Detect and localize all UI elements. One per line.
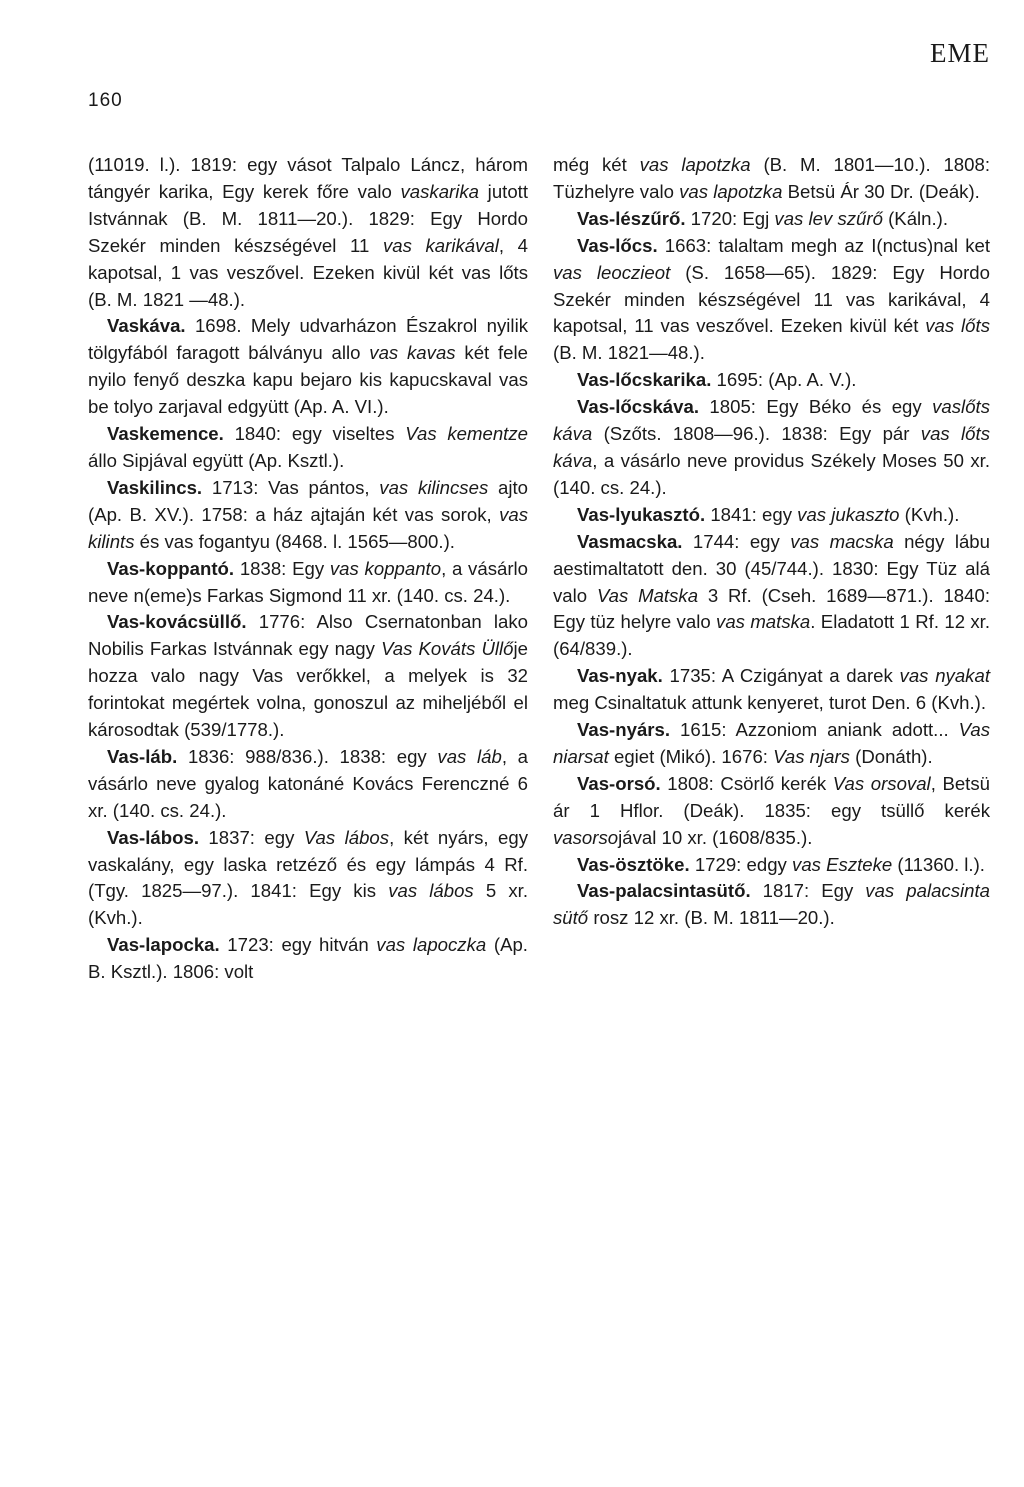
entry-citation-italic: Vas kementze [405,423,528,445]
entry-headword: Vas-koppantó. [107,557,235,579]
entry-text: 1805: Egy Béko és egy [699,396,933,418]
running-head: EME [930,38,990,68]
entry-citation-italic: Vas niarsat [553,719,990,767]
entry-citation-italic: vas karikával [382,234,499,256]
left-column [88,152,528,986]
entry-citation-italic: vas láb [437,745,502,767]
entry-text: . Eladatott 1 Rf. 12 xr. (64/839.). [553,611,991,660]
entry-headword: Vas-lőcs. [577,234,658,256]
entry-text: állo Sipjával együtt (Ap. Ksztl.). [88,449,345,471]
entry-text: 1720: Egj [685,207,775,229]
entry-headword: Vas-lyukasztó. [577,503,706,525]
right-column [553,152,990,932]
entry-text: ajto (Ap. B. XV.). 1758: a ház ajtaján két vas sorok, [88,476,528,525]
entry-text: egiet (Mikó). 1676: [608,745,774,767]
dictionary-entry [553,152,990,206]
entry-text: 1663: talaltam megh az I(nctus)nal ket [657,234,990,256]
page-number: 160 [88,90,123,111]
dictionary-entry [88,932,528,986]
entry-text: 1615: Azzoniom aniank adott... [670,719,959,741]
entry-text: , Betsü ár 1 Hflor. (Deák). 1835: egy tsüllő kerék [553,772,990,821]
dictionary-entry [553,394,990,502]
entry-text: 1723: egy hitván [219,934,377,956]
entry-headword: Vas-láb. [107,745,178,767]
entry-headword: Vaskilincs. [107,476,203,498]
entry-text: Betsü Ár 30 Dr. (Deák). [782,180,980,202]
dictionary-entry [88,421,528,475]
entry-text: 1817: Egy [750,880,866,902]
entry-citation-italic: vas Esztekе [792,853,893,875]
entry-citation-italic: vas lev szűrő [774,207,883,229]
entry-text: (Kvh.). [899,503,960,525]
entry-text: (B. M. 1801—10.). 1808: Tüzhelyre valo [553,154,990,202]
entry-text: négy lábu aestimaltatott den. 30 (45/744.). 1830: Egy Tüz alá valo [553,530,990,606]
entry-text: 1744: egy [682,530,791,552]
dictionary-entry [88,313,528,421]
entry-headword: Vas-orsó. [577,772,661,794]
entry-headword: Vaskemence. [107,423,224,445]
dictionary-entry [88,152,528,313]
entry-citation-italic: vaslőts káva [553,396,990,445]
entry-citation-italic: Vas njars [773,745,850,767]
dictionary-entry [88,556,528,610]
dictionary-entry [88,475,528,556]
entry-citation-italic: vas lábos [388,880,474,902]
entry-citation-italic: Vas lábos [303,826,390,848]
entry-text: jutott Istvánnak (B. M. 1811—20.). 1829: Egy Hordo Szekér minden készségével 11 [88,180,528,256]
dictionary-entry [553,233,990,368]
entry-headword: Vas-lészűrő. [577,207,686,229]
entry-text: (Donáth). [849,745,933,767]
entry-citation-italic: Vas orsoval [832,772,931,794]
dictionary-entry [88,609,528,744]
entry-text: és vas fogantyu (8468. l. 1565—800.). [134,530,455,552]
entry-text: (11360. l.). [892,853,985,875]
entry-text: 1729: edgy [689,853,793,875]
entry-text: meg Csinaltatuk attunk kenyeret, turot Den. 6 (Kvh.). [553,692,987,714]
entry-citation-italic: vas lapotzka [679,180,783,202]
dictionary-entry [553,771,990,852]
entry-text: 1808: Csörlő kerék [660,772,833,794]
entry-citation-italic: vas jukaszto [797,503,900,525]
entry-text: 1695: (Ap. A. V.). [711,369,857,391]
entry-text: , 4 kapotsal, 1 vas veszővel. Ezeken kivül két vas lőts (B. M. 1821 —48.). [88,234,528,310]
entry-citation-italic: Vas Matska [596,584,699,606]
entry-citation-italic: vas koppanto [329,557,442,579]
dictionary-entry [553,206,990,233]
entry-text: (S. 1658—65). 1829: Egy Hordo Szekér minden készségével 11 vas karikával, 4 kapotsal, 11 vas veszővel. Ezeken kivül két [553,261,990,337]
entry-citation-italic: vas macska [790,530,894,552]
entry-headword: Vas-kovácsüllő. [107,611,247,633]
dictionary-entry [553,717,990,771]
entry-citation-italic: vas lapoczka [376,934,487,956]
dictionary-entry [553,878,990,932]
entry-headword: Vas-ösztöke. [577,853,690,875]
entry-text: , a vásárlo neve gyalog katonáné Kovács Ferenczné 6 xr. (140. cs. 24.). [88,745,528,821]
entry-text: je hozza valo nagy Vas verőkkel, a melyek is 32 forintokat megértek volna, gonoszul az miheljéből el károsodtak (539/1778.). [88,638,528,741]
dictionary-entry [553,663,990,717]
entry-text: 3 Rf. (Cseh. 1689—871.). 1840: Egy tüz helyre valo [553,584,990,633]
entry-text: 1698. Mely udvarházon Északrol nyilik tölgyfából faragott bálványu allo [88,315,528,364]
dictionary-entry [553,529,990,664]
entry-text: két fele nyilo fenyő deszka kapu bejaro kis kapucskaval vas be tolyo zarjaval edgyütt (Ap. A. VI.). [88,342,528,418]
entry-text: (Káln.). [882,207,949,229]
entry-citation-italic: vas lőts káva [553,423,990,471]
dictionary-entry [553,502,990,529]
entry-text: 1713: Vas pántos, [202,476,380,498]
entry-citation-italic: vas leoczieot [553,261,671,283]
entry-text: 1841: egy [705,503,798,525]
entry-text: 1776: Also Csernatonban lako Nobilis Farkas Istvánnak egy nagy [88,611,528,660]
entry-headword: Vas-nyárs. [577,719,671,741]
entry-citation-italic: vas kilincses [379,476,489,498]
entry-text: még két [553,154,640,175]
entry-text: 1837: egy [198,826,304,848]
dictionary-entry [88,744,528,825]
entry-text: , két nyárs, egy vaskalány, egy laska retzéző és egy lámpás 4 Rf. (Tgy. 1825—97.). 1841: Egy kis [88,826,528,902]
entry-headword: Vas-lábos. [107,826,199,848]
entry-headword: Vasmacska. [577,530,683,552]
entry-text: (Szőts. 1808—96.). 1838: Egy pár [592,423,921,445]
dictionary-entry [553,852,990,879]
entry-citation-italic: vas kavas [369,342,456,364]
entry-text: 1840: egy viseltes [223,423,406,445]
entry-citation-italic: vasorso [553,826,619,848]
entry-citation-italic: vas palacsinta sütő [553,880,990,929]
entry-text: 1838: Egy [234,557,330,579]
dictionary-entry [88,825,528,933]
entry-text: 5 xr. (Kvh.). [88,880,529,929]
entry-text: jával 10 xr. (1608/835.). [618,826,813,848]
entry-text: rosz 12 xr. (B. M. 1811—20.). [588,907,835,929]
dictionary-entry [553,367,990,394]
entry-text: 1836: 988/836.). 1838: egy [177,745,438,767]
entry-text: (Ap. B. Ksztl.). 1806: volt [88,934,528,983]
entry-headword: Vas-palacsintasütő. [577,880,751,902]
entry-citation-italic: vas kilints [88,503,528,552]
entry-text: , a vásárlo neve n(eme)s Farkas Sigmond 11 xr. (140. cs. 24.). [88,557,528,606]
entry-citation-italic: vas lőts [925,315,990,337]
entry-citation-italic: vas lapotzka [639,154,751,175]
entry-headword: Vas-nyak. [577,665,663,687]
entry-text: (B. M. 1821—48.). [553,342,705,364]
entry-citation-italic: Vas Kováts Üllő [381,638,514,660]
entry-text: 1735: A Czigányat a darek [662,665,900,687]
entry-text: (11019. l.). 1819: egy vásot Talpalo Láncz, három tángyér karika, Egy kerek főre valo [88,154,528,202]
entry-citation-italic: vaskarika [400,180,480,202]
entry-headword: Vaskáva. [107,315,186,337]
entry-citation-italic: vas matska [716,611,811,633]
entry-text: , a vásárlo neve providus Székely Moses 50 xr. (140. cs. 24.). [553,449,990,498]
entry-citation-italic: vas nyakat [899,665,990,687]
entry-headword: Vas-lőcskarika. [577,369,712,391]
entry-headword: Vas-lőcskáva. [577,396,699,418]
entry-headword: Vas-lapocka. [107,934,220,956]
